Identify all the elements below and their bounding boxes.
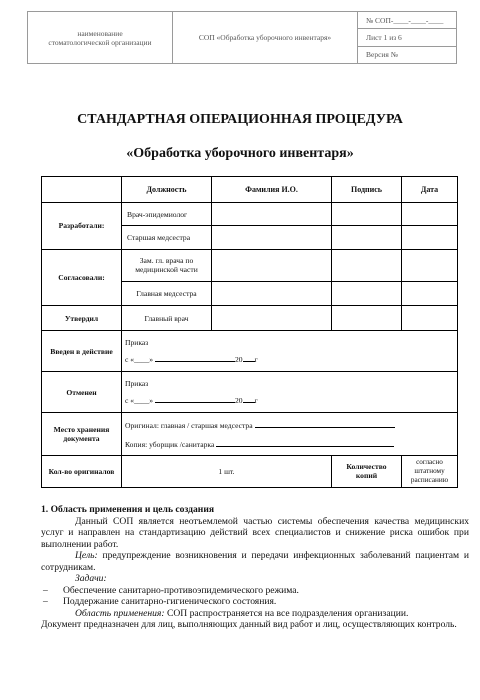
date1-year-blank: [243, 353, 255, 362]
cancelled-label: Отменен: [42, 372, 122, 413]
appr-sign: [332, 305, 402, 331]
organization-name: [28, 12, 173, 64]
document-title: СТАНДАРТНАЯ ОПЕРАЦИОННАЯ ПРОЦЕДУРА: [77, 112, 403, 127]
version-number: Версия №: [358, 46, 457, 63]
date2-day: с «____»: [125, 396, 154, 405]
copies-value: согласно штатному расписанию: [402, 455, 458, 487]
copies-label: Количество копий: [332, 455, 402, 487]
date2-year: 20: [234, 396, 243, 405]
section-paragraph-1: Данный СОП является неотъемлемой частью системы обеспечения качества медицинских услуг и направлен на стандартизацию действий всех специалистов и снижение риска ошибок при выполнении работ.: [41, 515, 469, 550]
original-blank: [255, 419, 395, 428]
dev-date-2: [402, 226, 458, 250]
section-paragraph-last: Документ предназначен для лиц, выполняющих данный вид работ и лиц, осуществляющих контроль.: [41, 619, 457, 630]
section-heading: 1. Область применения и цель создания: [41, 504, 215, 515]
sop-number: № СОП-____-____-____: [358, 12, 457, 29]
appr-position: Главный врач: [122, 305, 212, 331]
storage-copy: [125, 438, 454, 449]
col-position: Должность: [122, 177, 212, 203]
introduced-label: Введен в действие: [42, 331, 122, 372]
task-item-1: [41, 585, 469, 597]
agr-position-1: Зам. гл. врача по медицинской части: [122, 249, 212, 281]
goal-text: предупреждение возникновения и передачи инфекционных заболеваний пациентам и сотрудникам.: [41, 550, 469, 573]
date1-blank: [155, 353, 235, 362]
goal-label: Цель:: [75, 550, 98, 561]
agr-sign-1: [332, 249, 402, 281]
scope-label: Область применения:: [75, 607, 165, 619]
bullet-dash-icon: –: [43, 584, 48, 596]
cancelled-order: [122, 372, 458, 413]
introduced-order: [122, 331, 458, 372]
approved-label: Утвердил: [42, 305, 122, 331]
approval-table: [41, 176, 457, 488]
goal-paragraph: [41, 550, 469, 573]
col-name: Фамилия И.О.: [212, 177, 332, 203]
storage-original: [125, 419, 454, 430]
task-text-1: Обеспечение санитарно-противоэпидемического режима.: [63, 584, 299, 596]
count-value: 1 шт.: [122, 455, 332, 487]
agreed-label: Согласовали:: [42, 249, 122, 305]
dev-position-1: Врач-эпидемиолог: [122, 202, 212, 226]
date2-suffix: г: [254, 396, 258, 405]
section-1: [41, 504, 469, 631]
org-line-1: наименование: [77, 28, 123, 38]
date2-blank: [155, 394, 235, 403]
agr-sign-2: [332, 282, 402, 306]
agr-name-2: [212, 282, 332, 306]
dev-name-1: [212, 202, 332, 226]
sop-name: СОП «Обработка уборочного инвентаря»: [173, 12, 358, 64]
agr-date-1: [402, 249, 458, 281]
date2-year-blank: [243, 394, 255, 403]
dev-name-2: [212, 226, 332, 250]
date1-suffix: г: [254, 355, 258, 365]
storage-label: Место хранения документа: [42, 412, 122, 455]
appr-name: [212, 305, 332, 331]
dev-date-1: [402, 202, 458, 226]
agr-date-2: [402, 282, 458, 306]
agr-name-1: [212, 249, 332, 281]
org-line-2: стоматологической организации: [48, 37, 152, 47]
copy-blank: [216, 438, 394, 447]
count-label: Кол-во оригиналов: [42, 455, 122, 487]
col-date: Дата: [402, 177, 458, 203]
order-label-1: Приказ: [125, 338, 149, 348]
original-text: Оригинал: главная / старшая медсестра: [125, 420, 253, 430]
document-header: [27, 11, 457, 64]
copy-text: Копия: уборщик /санитарка: [125, 439, 215, 449]
order-date-2: [125, 394, 454, 405]
date1-year: 20: [234, 355, 243, 365]
bullet-dash-icon: –: [43, 596, 48, 607]
dev-sign-1: [332, 202, 402, 226]
appr-date: [402, 305, 458, 331]
document-subtitle: «Обработка уборочного инвентаря»: [126, 146, 354, 161]
dev-position-2: Старшая медсестра: [122, 226, 212, 250]
storage-locations: [122, 412, 458, 455]
sheet-number: Лист 1 из 6: [358, 29, 457, 46]
date1-day: с «____»: [125, 355, 154, 365]
order-date-1: [125, 353, 454, 364]
scope-paragraph: [41, 608, 469, 620]
task-text-2: Поддержание санитарно-гигиенического состояния.: [63, 596, 277, 607]
col-signature: Подпись: [332, 177, 402, 203]
task-item-2: [41, 596, 469, 608]
agr-position-2: Главная медсестра: [122, 282, 212, 306]
dev-sign-2: [332, 226, 402, 250]
developed-label: Разработали:: [42, 202, 122, 249]
scope-text: СОП распространяется на все подразделения организации.: [164, 607, 409, 619]
tasks-label: Задачи:: [75, 573, 107, 584]
order-label-2: Приказ: [125, 379, 149, 388]
table-corner: [42, 177, 122, 203]
